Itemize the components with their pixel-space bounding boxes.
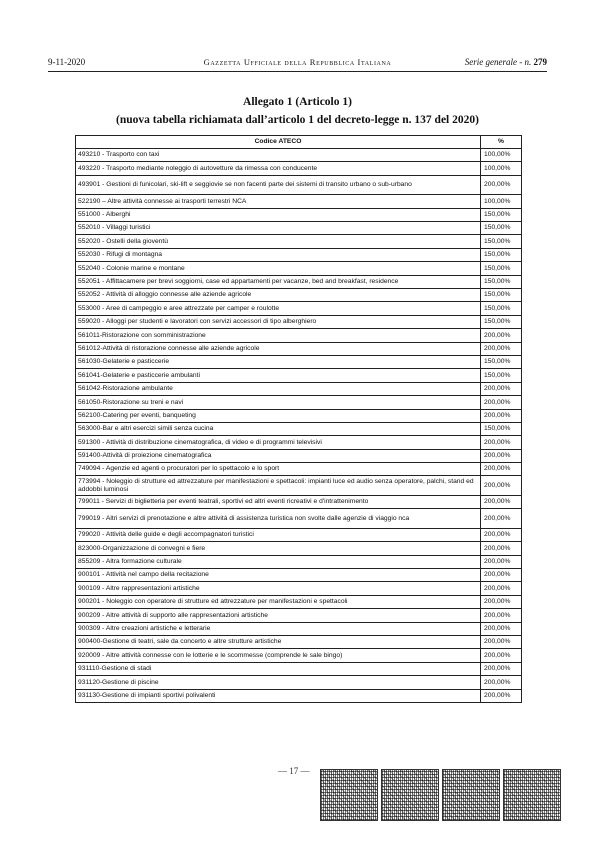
column-header-percent: % [481,136,522,149]
table-row [76,495,522,508]
percentage-cell: 200,00% [481,555,522,568]
ateco-code-cell: 920009 - Altre attività connesse con le lotterie e le scommesse (comprende le sale bingo) [76,649,481,662]
ateco-code-cell: 900109 - Altre rappresentazioni artistiche [76,582,481,595]
percentage-cell: 200,00% [481,542,522,555]
percentage-cell: 200,00% [481,636,522,649]
percentage-cell: 200,00% [481,382,522,395]
percentage-cell: 100,00% [481,149,522,162]
percentage-cell: 200,00% [481,495,522,508]
table-row [76,275,522,288]
percentage-cell: 200,00% [481,329,522,342]
percentage-cell: 150,00% [481,289,522,302]
table-row [76,689,522,702]
table-row [76,208,522,221]
percentage-cell: 200,00% [481,582,522,595]
percentage-cell: 200,00% [481,609,522,622]
percentage-cell: 150,00% [481,248,522,261]
annex-subtitle: (nuova tabella richiamata dall’articolo 1 del decreto-legge n. 137 del 2020) [116,114,479,126]
table-row [76,582,522,595]
table-row [76,409,522,422]
table-row [76,595,522,608]
percentage-cell: 100,00% [481,195,522,208]
table-row [76,542,522,555]
table-row [76,175,522,195]
percentage-cell: 200,00% [481,449,522,462]
column-header-code: Codice ATECO [76,136,481,149]
ateco-code-cell: 855209 - Altra formazione culturale [76,555,481,568]
table-row [76,555,522,568]
percentage-cell: 200,00% [481,622,522,635]
table-row [76,528,522,541]
ateco-code-cell: 799011 - Servizi di biglietteria per eventi teatrali, sportivi ed altri eventi ricreativi e d'intrattenimento [76,495,481,508]
ateco-code-cell: 493220 - Trasporto mediante noleggio di autovetture da rimessa con conducente [76,162,481,175]
qr-code-icon [442,769,500,821]
table-row [76,436,522,449]
percentage-cell: 200,00% [481,175,522,195]
ateco-code-cell: 749094 - Agenzie ed agenti o procuratori per lo spettacolo e lo sport [76,463,481,476]
table-row [76,463,522,476]
ateco-code-cell: 552020 - Ostelli della gioventù [76,235,481,248]
table-row [76,289,522,302]
ateco-code-cell: 773994 - Noleggio di strutture ed attrezzature per manifestazioni e spettacoli: impianti luce ed audio senza operatore, palchi, stand ed addobbi luminosi [76,476,481,496]
percentage-cell: 150,00% [481,235,522,248]
percentage-cell: 200,00% [481,436,522,449]
percentage-cell: 200,00% [481,569,522,582]
issue-number: 279 [533,57,547,67]
table-row [76,369,522,382]
table-row [76,449,522,462]
percentage-cell: 200,00% [481,595,522,608]
table-row [76,382,522,395]
table-row [76,195,522,208]
ateco-code-cell: 561012-Attività di ristorazione connesse alle aziende agricole [76,342,481,355]
percentage-cell: 150,00% [481,369,522,382]
table-row [76,262,522,275]
series-text: Serie generale - n. [464,57,532,67]
percentage-cell: 150,00% [481,422,522,435]
table-row [76,248,522,261]
percentage-cell: 150,00% [481,275,522,288]
ateco-code-cell: 562100-Catering per eventi, banqueting [76,409,481,422]
percentage-cell: 100,00% [481,162,522,175]
ateco-code-cell: 900101 - Attività nel campo della recitazione [76,569,481,582]
ateco-code-cell: 493210 - Trasporto con taxi [76,149,481,162]
ateco-code-cell: 553000 - Aree di campeggio e aree attrezzate per camper e roulotte [76,302,481,315]
ateco-code-cell: 552051 - Affittacamere per brevi soggiorni, case ed appartamenti per vacanze, bed and breakfast, residence [76,275,481,288]
ateco-code-cell: 551000 - Alberghi [76,208,481,221]
page-header [48,57,547,69]
ateco-code-cell: 931130-Gestione di impianti sportivi polivalenti [76,689,481,702]
issue-date: 9-11-2020 [48,57,86,67]
percentage-cell: 200,00% [481,476,522,496]
table-row [76,622,522,635]
percentage-cell: 200,00% [481,509,522,529]
table-row [76,649,522,662]
percentage-cell: 200,00% [481,649,522,662]
ateco-code-cell: 522190 – Altre attività connesse ai trasporti terrestri NCA [76,195,481,208]
table-row [76,235,522,248]
annex-title: Allegato 1 (Articolo 1) [243,96,352,108]
table-row [76,342,522,355]
ateco-code-cell: 900400-Gestione di teatri, sale da concerto e altre strutture artistiche [76,636,481,649]
publication-name: Gazzetta Ufficiale della Repubblica Italiana [203,57,392,67]
table-row [76,636,522,649]
percentage-cell: 150,00% [481,208,522,221]
percentage-cell: 200,00% [481,342,522,355]
table-row [76,662,522,675]
table-row [76,149,522,162]
table-row [76,676,522,689]
ateco-code-cell: 591300 - Attività di distribuzione cinematografica, di video e di programmi televisivi [76,436,481,449]
qr-code-icon [503,769,561,821]
table-row [76,396,522,409]
ateco-code-cell: 900209 - Altre attività di supporto alle rappresentazioni artistiche [76,609,481,622]
ateco-code-cell: 561011-Ristorazione con somministrazione [76,329,481,342]
ateco-table [75,135,522,703]
ateco-code-cell: 493901 - Gestioni di funicolari, ski-lift e seggiovie se non facenti parte dei sistemi di transito urbano o sub-urbano [76,175,481,195]
qr-code-icon [320,769,378,821]
ateco-code-cell: 591400-Attività di proiezione cinematografica [76,449,481,462]
ateco-code-cell: 552040 - Colonie marine e montane [76,262,481,275]
table-row [76,162,522,175]
percentage-cell: 200,00% [481,528,522,541]
percentage-cell: 200,00% [481,662,522,675]
percentage-cell: 200,00% [481,396,522,409]
ateco-code-cell: 931120-Gestione di piscine [76,676,481,689]
percentage-cell: 150,00% [481,262,522,275]
table-body [76,149,522,703]
table-row [76,302,522,315]
percentage-cell: 200,00% [481,463,522,476]
table-row [76,329,522,342]
ateco-code-cell: 931110-Gestione di stadi [76,662,481,675]
percentage-cell: 150,00% [481,355,522,368]
ateco-code-cell: 552030 - Rifugi di montagna [76,248,481,261]
series-label [465,57,547,67]
table-row [76,476,522,496]
table-row [76,609,522,622]
percentage-cell: 200,00% [481,409,522,422]
table-header-row [76,136,522,149]
table-row [76,222,522,235]
percentage-cell: 200,00% [481,689,522,702]
table-row [76,315,522,328]
ateco-code-cell: 799019 - Altri servizi di prenotazione e altre attività di assistenza turistica non svolte dalle agenzie di viaggio nca [76,509,481,529]
header-divider [48,71,547,72]
ateco-code-cell: 563000-Bar e altri esercizi simili senza cucina [76,422,481,435]
table-row [76,569,522,582]
table-row [76,509,522,529]
ateco-code-cell: 561041-Gelaterie e pasticcerie ambulanti [76,369,481,382]
ateco-code-cell: 552010 - Villaggi turistici [76,222,481,235]
table-row [76,422,522,435]
qr-code-icon [381,769,439,821]
ateco-code-cell: 799020 - Attività delle guide e degli accompagnatori turistici [76,528,481,541]
ateco-code-cell: 900309 - Altre creazioni artistiche e letterarie [76,622,481,635]
page-number: — 17 — [278,766,310,776]
percentage-cell: 150,00% [481,315,522,328]
ateco-code-cell: 552052 - Attività di alloggio connesse alle aziende agricole [76,289,481,302]
ateco-code-cell: 561030-Gelaterie e pasticcerie [76,355,481,368]
ateco-code-cell: 561042-Ristorazione ambulante [76,382,481,395]
ateco-code-cell: 561050-Ristorazione su treni e navi [76,396,481,409]
percentage-cell: 200,00% [481,676,522,689]
table-row [76,355,522,368]
ateco-code-cell: 559020 - Alloggi per studenti e lavoratori con servizi accessori di tipo alberghiero [76,315,481,328]
percentage-cell: 150,00% [481,302,522,315]
ateco-code-cell: 823000-Organizzazione di convegni e fiere [76,542,481,555]
ateco-code-cell: 900201 - Noleggio con operatore di strutture ed attrezzature per manifestazioni e spettacoli [76,595,481,608]
percentage-cell: 150,00% [481,222,522,235]
